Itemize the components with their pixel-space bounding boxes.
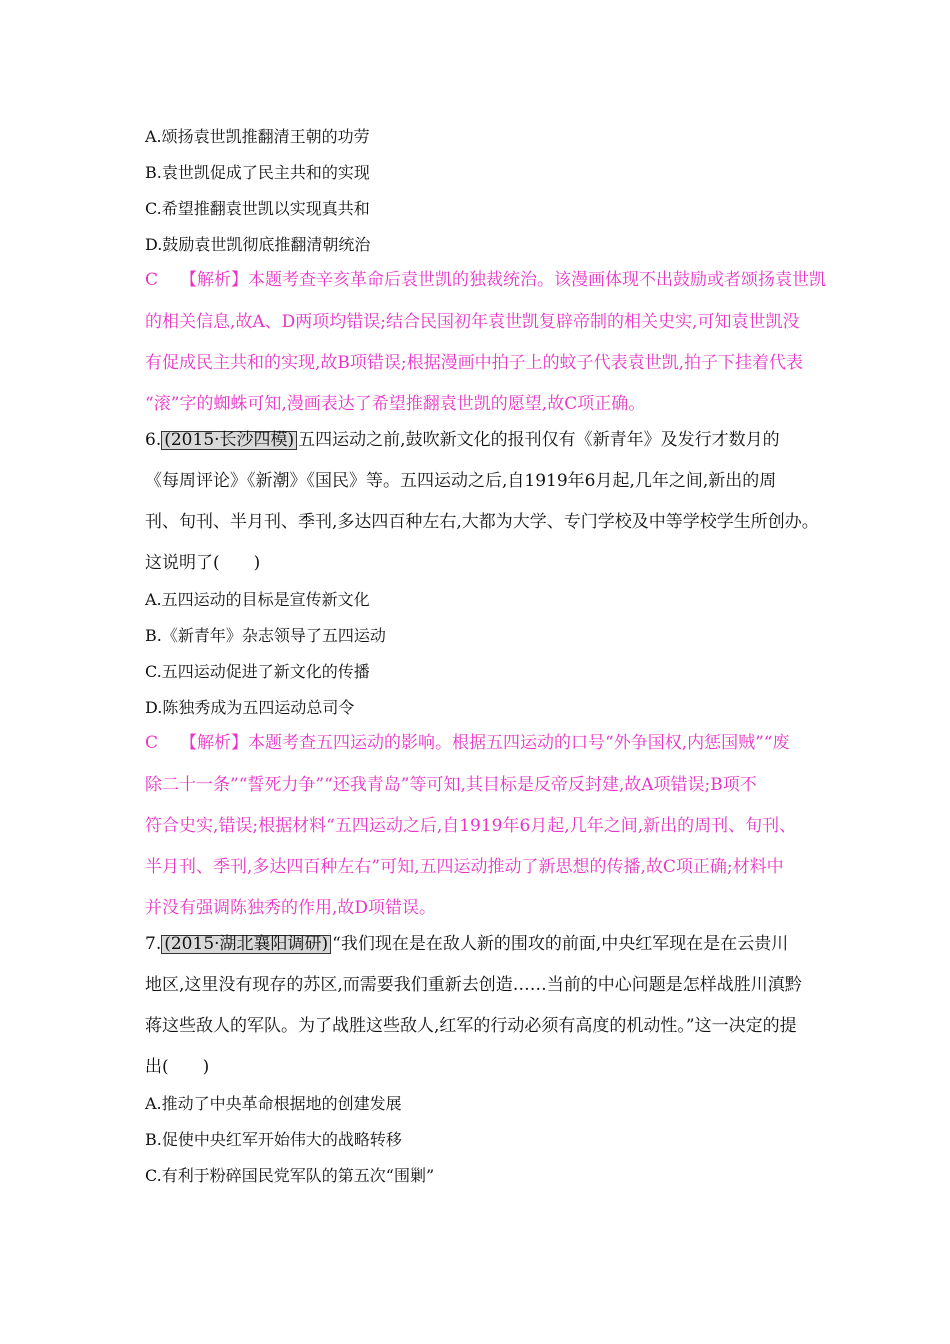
q5-option-a: A.颂扬袁世凯推翻清王朝的功劳 [145,127,370,146]
q6-option-d: D.陈独秀成为五四运动总司令 [145,698,355,717]
q6-analysis-line-2: 除二十一条”“誓死力争”“还我青岛”等可知,其目标是反帝反封建,故A项错误;B项不 [145,775,757,795]
q5-answer-letter: C [145,270,159,290]
q7-option-c: C.有利于粉碎国民党军队的第五次“围剿” [145,1166,435,1185]
q6-number: 6. [145,430,162,450]
q5-analysis-line-2: 的相关信息,故A、D两项均错误;结合民国初年袁世凯复辟帝制的相关史实,可知袁世凯没 [145,312,800,332]
q7-source-tag: (2015·湖北襄阳调研) [161,935,331,954]
q7-stem-text-1: “我们现在是在敌人新的围攻的前面,中央红军现在是在云贵川 [332,934,789,954]
q5-analysis-text-1: 本题考查辛亥革命后袁世凯的独裁统治。该漫画体现不出鼓励或者颂扬袁世凯 [248,270,827,290]
q7-stem-line-3: 蒋这些敌人的军队。为了战胜这些敌人,红军的行动必须有高度的机动性。”这一决定的提 [145,1016,797,1036]
q7-stem-line-4: 出( ) [145,1057,210,1077]
q5-analysis-line-4: “滚”字的蜘蛛可知,漫画表达了希望推翻袁世凯的愿望,故C项正确。 [145,394,646,414]
q6-option-a: A.五四运动的目标是宣传新文化 [145,590,370,609]
q5-analysis-line-1 [145,270,826,290]
q6-analysis-tag: 【解析】 [180,733,249,753]
q6-analysis-text-1: 本题考查五四运动的影响。根据五四运动的口号“外争国权,内惩国贼”“废 [248,733,790,753]
q5-option-c: C.希望推翻袁世凯以实现真共和 [145,199,370,218]
q7-number: 7. [145,934,162,954]
q7-stem-line-2: 地区,这里没有现存的苏区,而需要我们重新去创造……当前的中心问题是怎样战胜川滇黔 [145,975,802,995]
q6-analysis-line-4: 半月刊、季刊,多达四百种左右”可知,五四运动推动了新思想的传播,故C项正确;材料中 [145,857,784,877]
q5-analysis-line-3: 有促成民主共和的实现,故B项错误;根据漫画中拍子上的蚊子代表袁世凯,拍子下挂着代表 [145,353,804,373]
q6-stem-text-1: 五四运动之前,鼓吹新文化的报刊仅有《新青年》及发行才数月的 [298,430,780,450]
q6-analysis-line-5: 并没有强调陈独秀的作用,故D项错误。 [145,898,437,918]
q6-option-b: B.《新青年》杂志领导了五四运动 [145,626,386,645]
q5-option-d: D.鼓励袁世凯彻底推翻清朝统治 [145,235,371,254]
q6-analysis-line-3: 符合史实,错误;根据材料“五四运动之后,自1919年6月起,几年之间,新出的周刊、旬刊、 [145,816,797,836]
q6-source-tag: (2015·长沙四模) [161,431,297,450]
q5-analysis-tag: 【解析】 [180,270,249,290]
q6-option-c: C.五四运动促进了新文化的传播 [145,662,370,681]
q6-answer-letter: C [145,733,159,753]
q7-option-b: B.促使中央红军开始伟大的战略转移 [145,1130,402,1149]
q6-stem-line-1 [145,430,780,450]
q7-option-a: A.推动了中央革命根据地的创建发展 [145,1094,402,1113]
q7-stem-line-1 [145,934,788,954]
q6-stem-line-4: 这说明了( ) [145,553,261,573]
q6-stem-line-3: 刊、旬刊、半月刊、季刊,多达四百种左右,大都为大学、专门学校及中等学校学生所创办。 [145,512,819,532]
q6-analysis-line-1 [145,733,790,753]
q5-option-b: B.袁世凯促成了民主共和的实现 [145,163,370,182]
q6-stem-line-2: 《每周评论》《新潮》《国民》等。五四运动之后,自1919年6月起,几年之间,新出的周 [145,471,777,491]
